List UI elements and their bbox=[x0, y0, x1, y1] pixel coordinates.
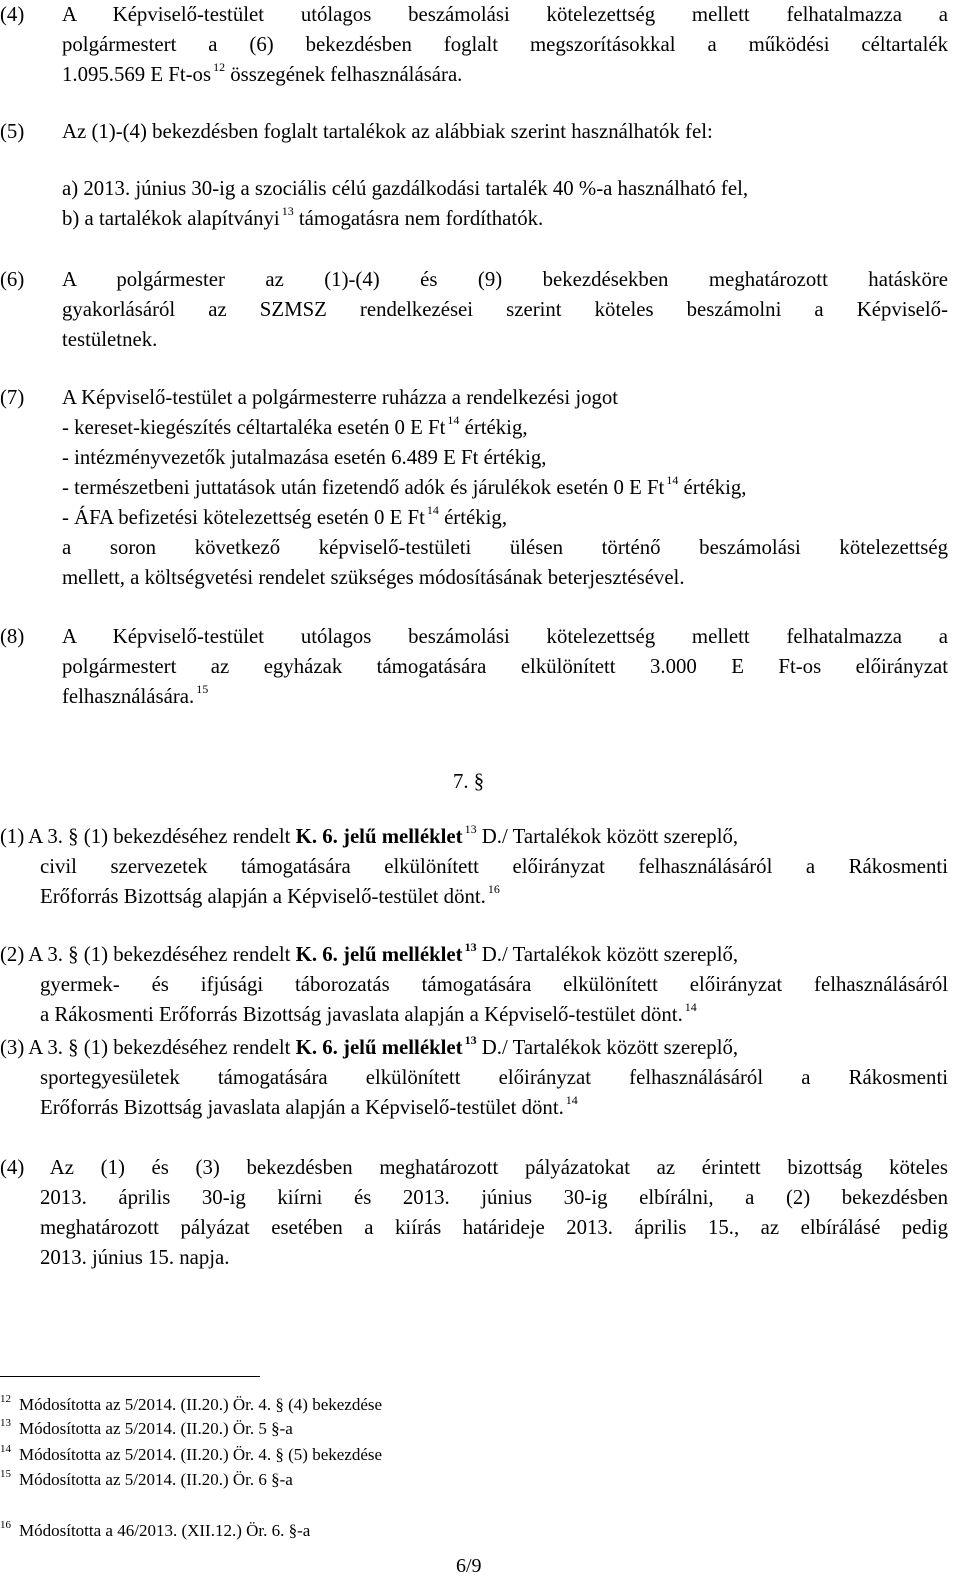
footnote bbox=[0, 1418, 293, 1440]
text-span: összegének felhasználására. bbox=[225, 63, 463, 86]
footnote-ref: 14 bbox=[666, 473, 679, 487]
paragraph-body bbox=[0, 1153, 948, 1273]
text-line: 2013. június 15. napja. bbox=[40, 1246, 230, 1269]
text-line bbox=[0, 1093, 948, 1123]
footnote-ref: 13 bbox=[281, 204, 294, 218]
text-span: b) a tartalékok alapítványi bbox=[62, 207, 280, 230]
footnote bbox=[0, 1469, 293, 1491]
footnote-number: 16 bbox=[0, 1519, 11, 1531]
paragraph-body bbox=[0, 822, 948, 912]
bold-reference: K. 6. jelű melléklet bbox=[295, 943, 463, 966]
text-line bbox=[0, 1000, 948, 1030]
footnote-text: Módosította az 5/2014. (II.20.) Ör. 5 §-a bbox=[19, 1419, 293, 1438]
section-paragraph-4 bbox=[0, 1153, 948, 1273]
paragraph-5 bbox=[0, 117, 948, 237]
text-line bbox=[0, 822, 948, 852]
list-item bbox=[62, 503, 948, 533]
footnote-ref: 13 bbox=[464, 1033, 477, 1047]
text-span: - természetbeni juttatások után fizetendő adók és járulékok esetén 0 E Ft bbox=[62, 476, 665, 499]
footnote-text: Módosította az 5/2014. (II.20.) Ör. 4. § (4) bekezdése bbox=[19, 1395, 383, 1414]
paragraph-number: (7) bbox=[0, 386, 25, 409]
text-span: támogatásra nem fordíthatók. bbox=[293, 207, 544, 230]
section-paragraph-1 bbox=[0, 822, 948, 912]
text-line: A Képviselő-testület a polgármesterre ruházza a rendelkezési jogot bbox=[62, 386, 619, 409]
paragraph-body bbox=[0, 1033, 948, 1123]
footnote-ref: 12 bbox=[213, 60, 226, 74]
text-line: (4) Az (1) és (3) bekezdésben meghatározott pályázatokat az érintett bizottság köteles bbox=[0, 1156, 948, 1179]
text-line bbox=[0, 940, 948, 970]
text-span: D./ Tartalékok között szereplő, bbox=[476, 825, 739, 848]
footnote-ref: 14 bbox=[565, 1093, 578, 1107]
text-line bbox=[62, 682, 948, 712]
text-line: a soron következő képviselő-testületi ülésen történő beszámolási kötelezettség bbox=[62, 536, 948, 559]
text-line bbox=[0, 1033, 948, 1063]
paragraph-7 bbox=[0, 383, 948, 593]
list-item-b bbox=[62, 204, 948, 234]
paragraph-body bbox=[0, 940, 948, 1030]
text-line: mellett, a költségvetési rendelet szükséges módosításának beterjesztésével. bbox=[62, 566, 685, 589]
text-span: Erőforrás Bizottság alapján a Képviselő-testület dönt. bbox=[40, 885, 486, 908]
footnote-ref: 16 bbox=[487, 882, 500, 896]
text-line: polgármestert a (6) bekezdésben foglalt megszorításokkal a működési céltartalék bbox=[62, 33, 948, 56]
paragraph-number: (6) bbox=[0, 268, 25, 291]
paragraph-6 bbox=[0, 265, 948, 355]
text-line bbox=[0, 882, 948, 912]
text-line: gyakorlásáról az SZMSZ rendelkezései szerint köteles beszámolni a Képviselő- bbox=[62, 298, 948, 321]
text-span: - ÁFA befizetési kötelezettség esetén 0 E Ft bbox=[62, 506, 425, 529]
footnote-text: Módosította az 5/2014. (II.20.) Ör. 6 §-a bbox=[19, 1470, 293, 1489]
paragraph-body bbox=[62, 117, 948, 234]
paragraph-8 bbox=[0, 622, 948, 712]
text-line: Az (1)-(4) bekezdésben foglalt tartalékok az alábbiak szerint használhatók fel: bbox=[62, 120, 713, 143]
text-line: A Képviselő-testület utólagos beszámolási kötelezettség mellett felhatalmazza a bbox=[62, 625, 948, 648]
footnote-number: 14 bbox=[0, 1443, 11, 1455]
text-line bbox=[62, 60, 948, 90]
bold-reference: K. 6. jelű melléklet bbox=[295, 825, 463, 848]
text-line: polgármestert az egyházak támogatására elkülönített 3.000 E Ft-os előirányzat bbox=[62, 655, 948, 678]
text-line: meghatározott pályázat esetében a kiírás határideje 2013. április 15., az elbírálásé pedig bbox=[40, 1216, 948, 1239]
footnote-number: 15 bbox=[0, 1468, 11, 1480]
footnote-text: Módosította az 5/2014. (II.20.) Ör. 4. § (5) bekezdése bbox=[19, 1445, 383, 1464]
list-item bbox=[62, 473, 948, 503]
text-line: 2013. április 30-ig kiírni és 2013. június 30-ig elbírálni, a (2) bekezdésben bbox=[40, 1186, 948, 1209]
footnote bbox=[0, 1394, 382, 1416]
footnote-text: Módosította a 46/2013. (XII.12.) Ör. 6. §-a bbox=[19, 1521, 311, 1540]
paragraph-body bbox=[62, 265, 948, 355]
paragraph-body bbox=[62, 383, 948, 593]
paragraph-body bbox=[62, 622, 948, 712]
section-paragraph-2 bbox=[0, 940, 948, 1030]
text-span: értékig, bbox=[438, 506, 508, 529]
bold-reference: K. 6. jelű melléklet bbox=[295, 1036, 463, 1059]
paragraph-number: (5) bbox=[0, 120, 25, 143]
text-span: a Rákosmenti Erőforrás Bizottság javaslata alapján a Képviselő-testület dönt. bbox=[40, 1003, 683, 1026]
paragraph-body bbox=[62, 0, 948, 90]
text-span: D./ Tartalékok között szereplő, bbox=[476, 1036, 739, 1059]
footnote-divider bbox=[0, 1376, 260, 1377]
footnote-ref: 13 bbox=[464, 822, 477, 836]
paragraph-number: (4) bbox=[0, 3, 25, 26]
text-span: értékig, bbox=[678, 476, 747, 499]
footnote-ref: 14 bbox=[447, 413, 460, 427]
text-span: (3) A 3. § (1) bekezdéséhez rendelt bbox=[0, 1036, 296, 1059]
text-span: D./ Tartalékok között szereplő, bbox=[476, 943, 739, 966]
paragraph-4 bbox=[0, 0, 948, 90]
text-line: civil szervezetek támogatására elkülönített előirányzat felhasználásáról a Rákosmenti bbox=[40, 855, 948, 878]
text-span: 1.095.569 E Ft-os bbox=[62, 63, 212, 86]
text-span: felhasználására. bbox=[62, 685, 195, 708]
footnote bbox=[0, 1444, 382, 1466]
footnote-ref: 13 bbox=[464, 940, 477, 954]
text-line: gyermek- és ifjúsági táborozatás támogatására elkülönített előirányzat felhasználásáról bbox=[40, 973, 948, 996]
text-line: A polgármester az (1)-(4) és (9) bekezdésekben meghatározott hatásköre bbox=[62, 268, 948, 291]
footnote-number: 13 bbox=[0, 1417, 11, 1429]
page-number: 6/9 bbox=[456, 1555, 482, 1577]
footnote-ref: 14 bbox=[426, 503, 439, 517]
text-span: - kereset-kiegészítés céltartaléka esetén 0 E Ft bbox=[62, 416, 446, 439]
list-item: - intézményvezetők jutalmazása esetén 6.489 E Ft értékig, bbox=[62, 446, 547, 469]
text-span: Erőforrás Bizottság javaslata alapján a Képviselő-testület dönt. bbox=[40, 1096, 564, 1119]
section-title: 7. § bbox=[453, 770, 485, 793]
text-span: értékig, bbox=[459, 416, 528, 439]
footnote-ref: 15 bbox=[196, 682, 209, 696]
paragraph-number: (8) bbox=[0, 625, 25, 648]
list-item bbox=[62, 413, 948, 443]
footnote-ref: 14 bbox=[684, 1000, 697, 1014]
footnote-number: 12 bbox=[0, 1393, 11, 1405]
text-span: (1) A 3. § (1) bekezdéséhez rendelt bbox=[0, 825, 296, 848]
text-line: testületnek. bbox=[62, 328, 158, 351]
text-line: A Képviselő-testület utólagos beszámolási kötelezettség mellett felhatalmazza a bbox=[62, 3, 948, 26]
section-paragraph-3 bbox=[0, 1033, 948, 1123]
text-line: sportegyesületek támogatására elkülönített előirányzat felhasználásáról a Rákosmenti bbox=[40, 1066, 948, 1089]
list-item-a: a) 2013. június 30-ig a szociális célú gazdálkodási tartalék 40 %-a használható fel, bbox=[62, 177, 749, 200]
footnote bbox=[0, 1520, 310, 1542]
text-span: (2) A 3. § (1) bekezdéséhez rendelt bbox=[0, 943, 296, 966]
